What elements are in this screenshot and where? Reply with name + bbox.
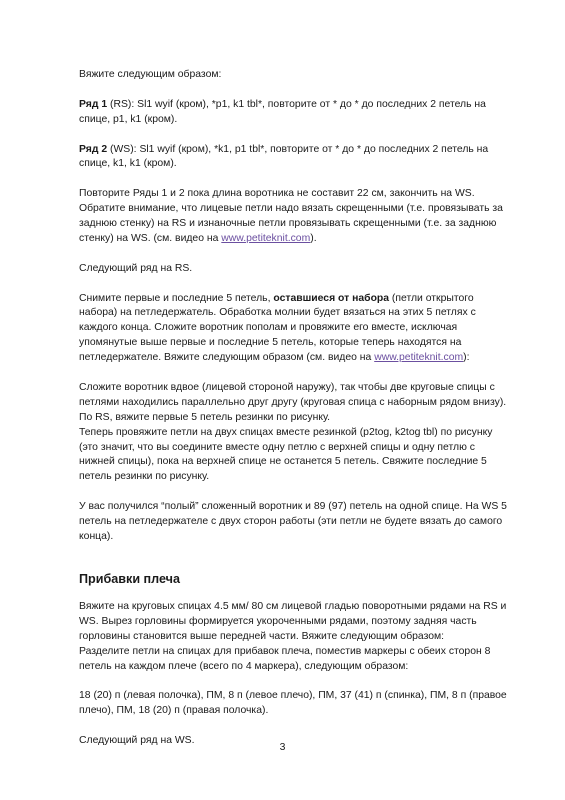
next-row-rs: Следующий ряд на RS. — [79, 262, 193, 274]
fold-text-a: Снимите первые и последние 5 петель, — [79, 292, 274, 304]
fold-paragraph — [79, 292, 509, 367]
join-paragraph: Теперь провяжите петли на двух спицах вместе резинкой (p2tog, k2tog tbl) по рисунку (это значит, что вы соедините вместе одну петлю с верхней спицы и одну петлю с нижней спицы), пока на верхней спице не останется 5 петель. Свяжите последние 5 петель резинки по рисунку. — [79, 426, 493, 483]
fold-collar-paragraph: Сложите воротник вдвое (лицевой стороной наружу), так чтобы две круговые спицы с петлями находились параллельно друг другу (круговая спица с наборным рядом внизу). По RS, вяжите первые 5 петель резинки по рисунку. — [79, 381, 507, 423]
video-link[interactable]: www.petiteknit.com — [221, 232, 311, 244]
row-2-label: Ряд 2 — [79, 143, 108, 155]
stitch-distribution: 18 (20) п (левая полочка), ПМ, 8 п (левое плечо), ПМ, 37 (41) п (спинка), ПМ, 8 п (правое плечо), ПМ, 18 (20) п (правая полочка). — [79, 690, 507, 717]
row-1-instruction — [79, 98, 509, 128]
fold-text-b: (петли открытого набора) на петледержатель. Обработка молнии будет вязаться на этих 5 петлях с каждого конца. Сложите воротник пополам и провяжите его вместе, исключая упомянутые выше первые и последние 5 петель, которые теперь находятся на петледержателе. Вяжите следующим образом (см. видео на — [79, 292, 476, 364]
row-1-label: Ряд 1 — [79, 98, 108, 110]
fold-bold: оставшиеся от набора — [273, 292, 390, 304]
next-row-ws: Следующий ряд на WS. — [79, 735, 195, 747]
shoulder-intro: Вяжите на круговых спицах 4.5 мм/ 80 см лицевой гладью поворотными рядами на RS и WS. Вырез горловины формируется укороченными рядами, поэтому задняя часть горловины становится выше передней части. Вяжите следующим образом: — [79, 600, 507, 642]
section-heading: Прибавки плеча — [79, 571, 181, 586]
fold-end: ): — [463, 352, 470, 364]
repeat-text: Повторите Ряды 1 и 2 пока длина воротника не составит 22 см, закончить на WS. Обратите внимание, что лицевые петли надо вязать скрещенными (т.е. провязывать за заднюю стенку) на RS и изнаночные петли провязывать скрещенными (т.е. за заднюю стенку) на WS. (см. видео на — [79, 188, 503, 244]
row-2-text: (WS): Sl1 wyif (кром), *k1, p1 tbl*, повторите от * до * до последних 2 петель на спице, k1, k1 (кром). — [79, 143, 489, 170]
repeat-paragraph — [79, 187, 509, 247]
repeat-end: ). — [310, 232, 317, 244]
row-2-instruction — [79, 143, 509, 173]
video-link-2[interactable]: www.petiteknit.com — [374, 352, 464, 364]
marker-paragraph: Разделите петли на спицах для прибавок плеча, поместив маркеры с обеих сторон 8 петель на каждом плече (всего по 4 маркера), следующим образом: — [79, 645, 491, 672]
page-number: 3 — [279, 742, 286, 753]
row-1-text: (RS): Sl1 wyif (кром), *p1, k1 tbl*, повторите от * до * до последних 2 петель на спице, p1, k1 (кром). — [79, 98, 486, 125]
page-content — [79, 68, 509, 749]
result-paragraph: У вас получился “полый” сложенный воротник и 89 (97) петель на одной спице. На WS 5 петель на петледержателе с двух сторон работы (эти петли не будете вязать до самого конца). — [79, 501, 507, 542]
intro-line: Вяжите следующим образом: — [79, 69, 222, 80]
